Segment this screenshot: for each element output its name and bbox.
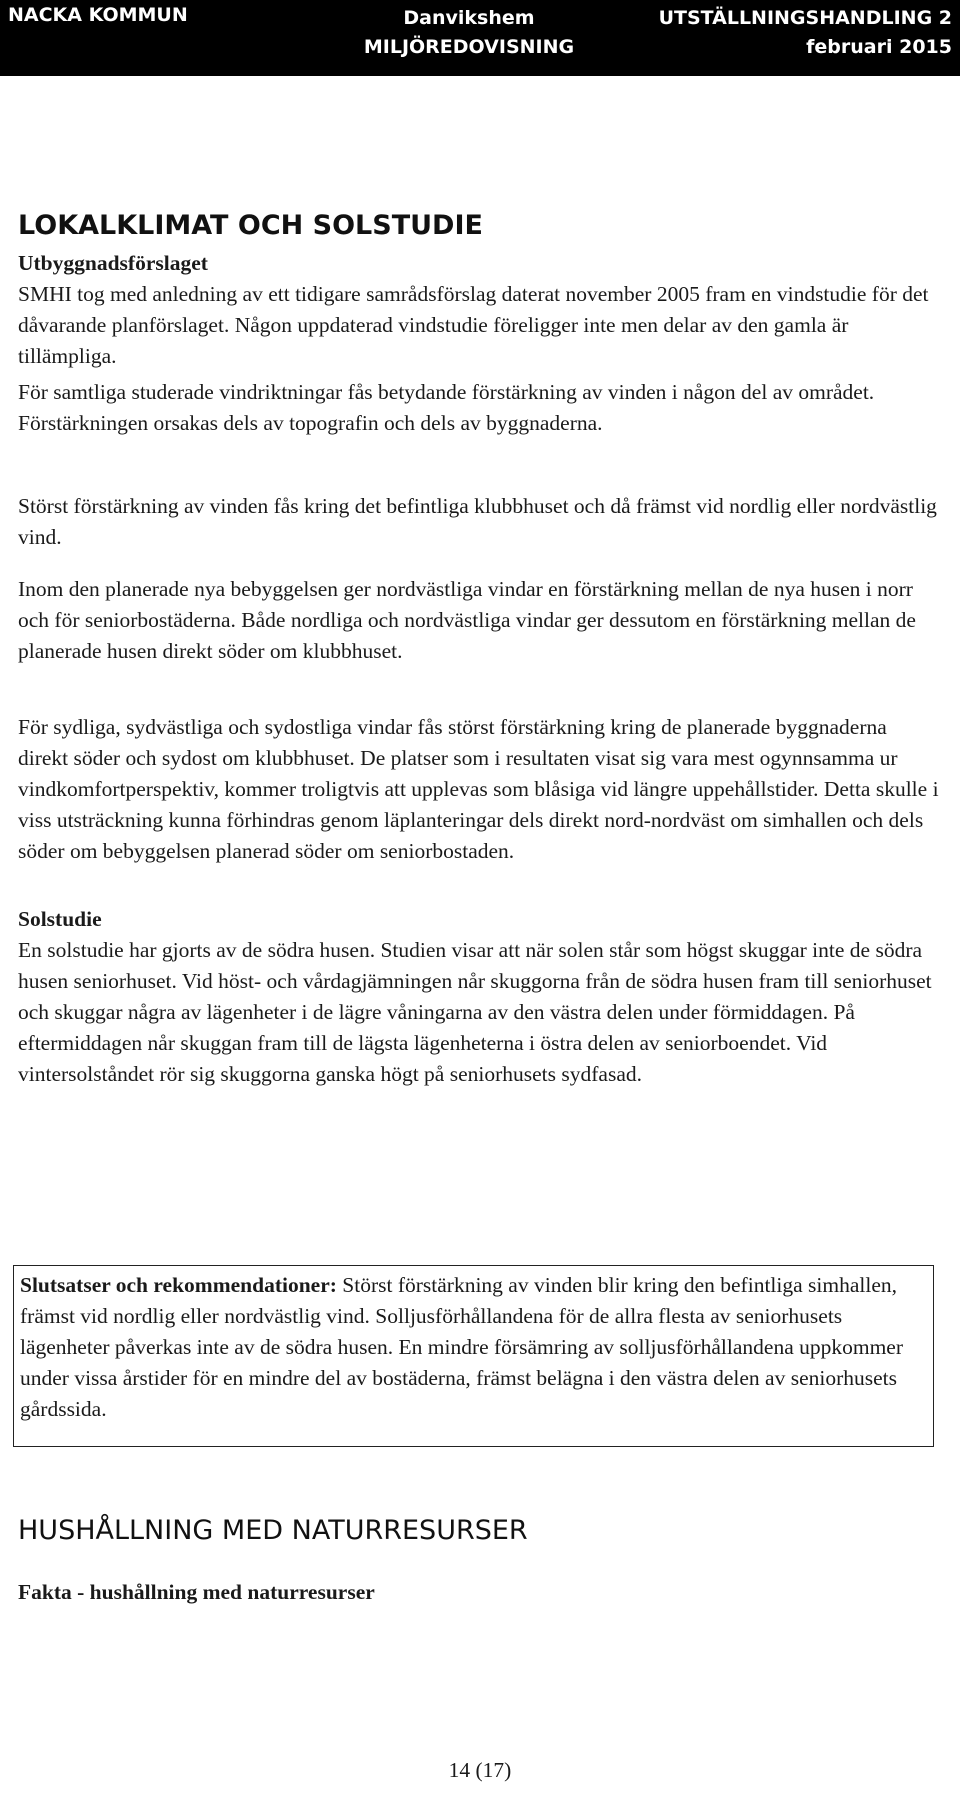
solstudie-block [18, 904, 940, 1090]
page-number: 14 (17) [448, 1758, 512, 1782]
header-municipality: NACKA KOMMUN [8, 4, 188, 26]
conclusion-text: Störst förstärkning av vinden blir kring den befintliga simhallen, främst vid nordlig eller nordvästlig vind. Solljusförhållandena för de allra flesta av seniorhusets lägenheter påverkas inte av de södra husen. En mindre försämring av solljusförhållandena uppkommer under vissa årstider för en mindre del av bostäderna, främst belägna i den västra delen av seniorhusets gårdssida. [20, 1273, 904, 1421]
paragraph-3: Störst förstärkning av vinden fås kring det befintliga klubbhuset och då främst vid nordlig eller nordvästlig vind. [18, 494, 937, 549]
page-header [0, 0, 960, 76]
paragraph-6: En solstudie har gjorts av de södra husen. Studien visar att när solen står som högst skuggar inte de södra husen seniorhuset. Vid höst- och vårdagjämningen når skuggorna från de södra husen fram till seniorhuset och skuggar några av lägenheter i de lägre våningarna av den västra delen under förmiddagen. På eftermiddagen når skuggan fram till de lägsta lägenheterna i östra delen av seniorboendet. Vid vintersolståndet rör sig skuggorna ganska högt på seniorhusets sydfasad. [18, 938, 932, 1086]
subheading-fakta: Fakta - hushållning med naturresurser [18, 1580, 375, 1604]
header-status [659, 4, 952, 62]
header-project [339, 4, 599, 62]
section-title-hushallning: HUSHÅLLNING MED NATURRESURSER [18, 1515, 528, 1546]
paragraph-2: För samtliga studerade vindriktningar fås betydande förstärkning av vinden i någon del av området. Förstärkningen orsakas dels av topografin och dels av byggnaderna. [18, 380, 875, 435]
conclusion-box [13, 1265, 934, 1447]
subheading-utbyggnadsforslaget: Utbyggnadsförslaget [18, 251, 208, 275]
paragraph-block-5 [18, 712, 940, 867]
header-project-name: Danvikshem [403, 7, 535, 29]
section-body [18, 248, 940, 372]
section-title-lokalklimat: LOKALKLIMAT OCH SOLSTUDIE [18, 210, 483, 241]
conclusion-label: Slutsatser och rekommendationer: [20, 1273, 337, 1297]
header-date: februari 2015 [806, 36, 952, 58]
paragraph-block-4 [18, 574, 940, 667]
paragraph-5: För sydliga, sydvästliga och sydostliga vindar fås störst förstärkning kring de planerade byggnaderna direkt söder och sydost om klubbhuset. De platser som i resultaten visat sig vara mest ogynnsamma ur vindkomfortperspektiv, kommer troligtvis att upplevas som blåsiga vid längre uppehållstider. Detta skulle i viss utsträckning kunna förhindras genom läplanteringar dels direkt nord-nordväst om simhallen och dels söder om bebyggelsen planerad söder om seniorbostaden. [18, 715, 939, 863]
subheading-solstudie: Solstudie [18, 907, 102, 931]
header-document-type: MILJÖREDOVISNING [363, 36, 575, 58]
paragraph-1: SMHI tog med anledning av ett tidigare samrådsförslag daterat november 2005 fram en vindstudie för det dåvarande planförslaget. Någon uppdaterad vindstudie föreligger inte men delar av den gamla är tillämpliga. [18, 282, 929, 368]
header-status-label: UTSTÄLLNINGSHANDLING 2 [658, 7, 952, 29]
paragraph-4: Inom den planerade nya bebyggelsen ger nordvästliga vindar en förstärkning mellan de nya husen i norr och för seniorbostäderna. Både nordliga och nordvästliga vindar ger dessutom en förstärkning mellan de planerade husen direkt söder om klubbhuset. [18, 577, 916, 663]
paragraph-block-3 [18, 491, 940, 553]
paragraph-block-2 [18, 377, 940, 439]
